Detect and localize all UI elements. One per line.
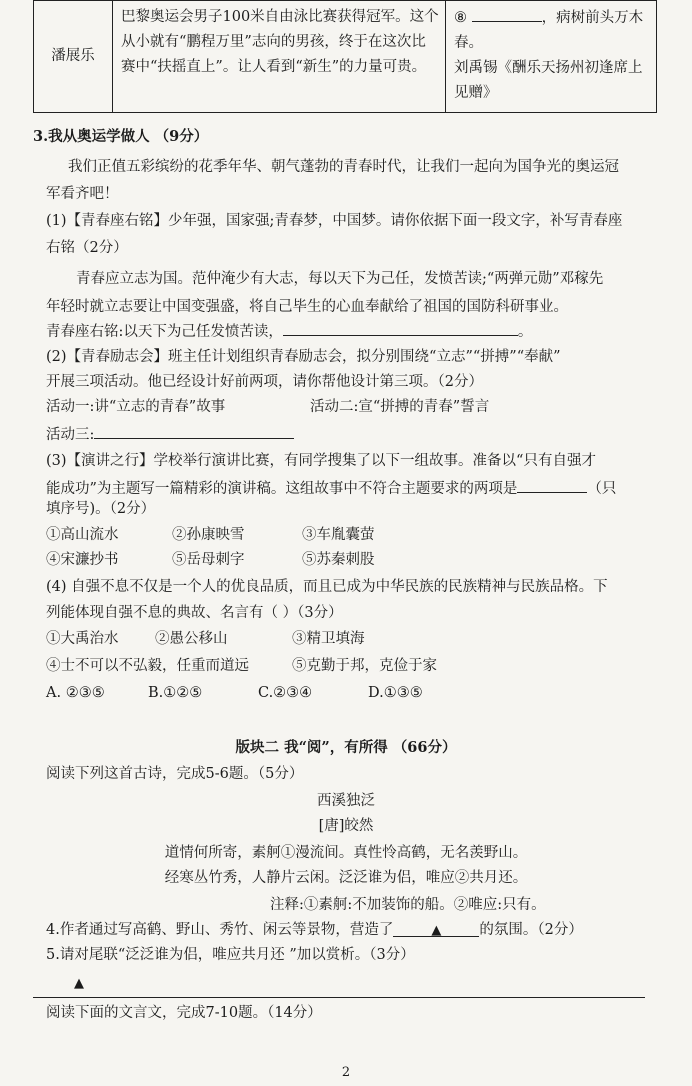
q4-suffix: 的氛围。（2分） bbox=[479, 922, 583, 938]
q3-intro-1: 我们正值五彩缤纷的花季年华、朝气蓬勃的青春时代，让我们一起向为国争光的奥运冠 bbox=[68, 159, 619, 175]
poem-source: 刘禹锡《酬乐天扬州初逢席上见赠》 bbox=[454, 60, 643, 101]
story-item: ①高山流水 bbox=[46, 527, 119, 543]
poem-line-2: 经寒丛竹秀，人静片云闲。泛泛谁为侣，唯应②共月还。 bbox=[164, 870, 528, 886]
answer-line[interactable] bbox=[33, 997, 645, 998]
section2-heading: 版块二 我“阅”，有所得 （66分） bbox=[235, 739, 457, 756]
q3-3-line2-end: （只 bbox=[587, 481, 617, 497]
option-d[interactable]: D.①③⑤ bbox=[368, 685, 423, 701]
answer-mark: ▲ bbox=[74, 976, 84, 991]
q4-text: 4.作者通过写高鹤、野山、秀竹、闲云等景物，营造了 bbox=[46, 922, 394, 938]
idiom-item: ①大禹治水 bbox=[46, 631, 119, 647]
table-category-cell bbox=[34, 1, 113, 113]
q3-3-line2-text: 能成功”为主题写一篇精彩的演讲稿。这组故事中不符合主题要求的两项是 bbox=[46, 481, 518, 497]
table-story-cell: 巴黎奥运会男子100米自由泳比赛获得冠军。这个从小就有“鹏程万里”志向的男孩，终于在这次比赛中“扶摇直上”。让人看到“新生”的力量可贵。 bbox=[113, 1, 446, 113]
q3-heading: 3.我从奥运学做人 （9分） bbox=[33, 128, 209, 145]
poem-line: ，病树前头万木春。 bbox=[454, 10, 644, 51]
q3-4-line2: 列能体现自强不息的典故、名言有（ ）（3分） bbox=[46, 605, 343, 621]
story-item: ③车胤囊萤 bbox=[302, 527, 375, 543]
activity-2: 活动二:宣“拼搏的青春”誓言 bbox=[310, 399, 490, 415]
option-a[interactable]: A. ②③⑤ bbox=[46, 685, 105, 701]
answer-mark: ▲ bbox=[431, 923, 442, 938]
activity-1: 活动一:讲“立志的青春”故事 bbox=[46, 399, 226, 415]
classical-intro: 阅读下面的文言文，完成7-10题。（14分） bbox=[46, 1005, 322, 1021]
q5: 5.请对尾联“泛泛谁为侣，唯应共月还 ”加以赏析。（3分） bbox=[46, 947, 415, 963]
poem-line-1: 道情何所寄，素舸①漫流间。真性怜高鹤，无名羡野山。 bbox=[164, 845, 528, 861]
table-poem-cell bbox=[446, 1, 657, 113]
q3-intro-2: 军看齐吧！ bbox=[46, 186, 119, 202]
poem-author: [唐]皎然 bbox=[318, 818, 374, 834]
q3-1-text-1: 青春应立志为国。范仲淹少有大志，每以天下为己任，发愤苦读;“两弹元勋”邓稼先 bbox=[76, 271, 604, 287]
poem-blank-number: ⑧ bbox=[454, 10, 467, 26]
q3-1-text-2: 年轻时就立志要让中国变强盛，将自己毕生的心血奉献给了祖国的国防科研事业。 bbox=[46, 299, 568, 315]
q3-1-answer bbox=[46, 319, 646, 342]
q4-blank[interactable] bbox=[393, 920, 479, 937]
idiom-item: ④士不可以不弘毅，任重而道远 bbox=[46, 658, 249, 674]
idiom-item: ⑤克勤于邦，克俭于家 bbox=[292, 658, 437, 674]
story-item: ⑤岳母刺字 bbox=[172, 552, 245, 568]
q3-2-line1: (2)【青春励志会】班主任计划组织青春励志会，拟分别围绕“立志”“拼搏”“奉献” bbox=[46, 349, 561, 365]
q3-1-line1: (1)【青春座右铭】少年强，国家强;青春梦，中国梦。请你依据下面一段文字，补写青春座 bbox=[46, 213, 623, 229]
motto-prefix: 青春座右铭:以天下为己任发愤苦读， bbox=[46, 324, 283, 340]
q3-2-line2: 开展三项活动。他已经设计好前两项，请你帮他设计第三项。（2分） bbox=[46, 374, 483, 390]
motto-answer-blank[interactable] bbox=[283, 319, 518, 336]
option-b[interactable]: B.①②⑤ bbox=[148, 685, 203, 701]
activity-3-label: 活动三: bbox=[46, 427, 95, 443]
poem-intro: 阅读下列这首古诗，完成5-6题。（5分） bbox=[46, 766, 304, 782]
q4 bbox=[46, 920, 646, 940]
poem-note: 注释:①素舸:不加装饰的船。②唯应:只有。 bbox=[270, 897, 546, 913]
motto-suffix: 。 bbox=[517, 324, 533, 340]
q3-3-line1: (3)【演讲之行】学校举行演讲比赛，有同学搜集了以下一组故事。准备以“只有自强才 bbox=[46, 453, 596, 469]
q3-4-line1: (4) 自强不息不仅是一个人的优良品质，而且已成为中华民族的民族精神与民族品格。下 bbox=[46, 579, 608, 595]
story-item: ②孙康映雪 bbox=[172, 527, 245, 543]
q3-3-line2 bbox=[46, 476, 646, 499]
activity-3-blank[interactable] bbox=[94, 422, 294, 439]
page-number: 2 bbox=[341, 1065, 351, 1080]
q3-3-line3: 填序号)。（2分） bbox=[46, 501, 156, 517]
idiom-item: ②愚公移山 bbox=[155, 631, 228, 647]
story-item: ⑤苏秦刺股 bbox=[302, 552, 375, 568]
idiom-item: ③精卫填海 bbox=[292, 631, 365, 647]
story-item: ④宋濂抄书 bbox=[46, 552, 119, 568]
poem-blank[interactable] bbox=[472, 5, 542, 22]
category-label: 潘展乐 bbox=[51, 48, 95, 64]
olympian-table bbox=[33, 0, 657, 113]
q3-1-line2: 右铭（2分） bbox=[46, 240, 128, 256]
poem-title: 西溪独泛 bbox=[317, 793, 375, 809]
option-c[interactable]: C.②③④ bbox=[258, 685, 313, 701]
activity-3 bbox=[46, 422, 646, 445]
q3-3-blank[interactable] bbox=[517, 476, 587, 493]
